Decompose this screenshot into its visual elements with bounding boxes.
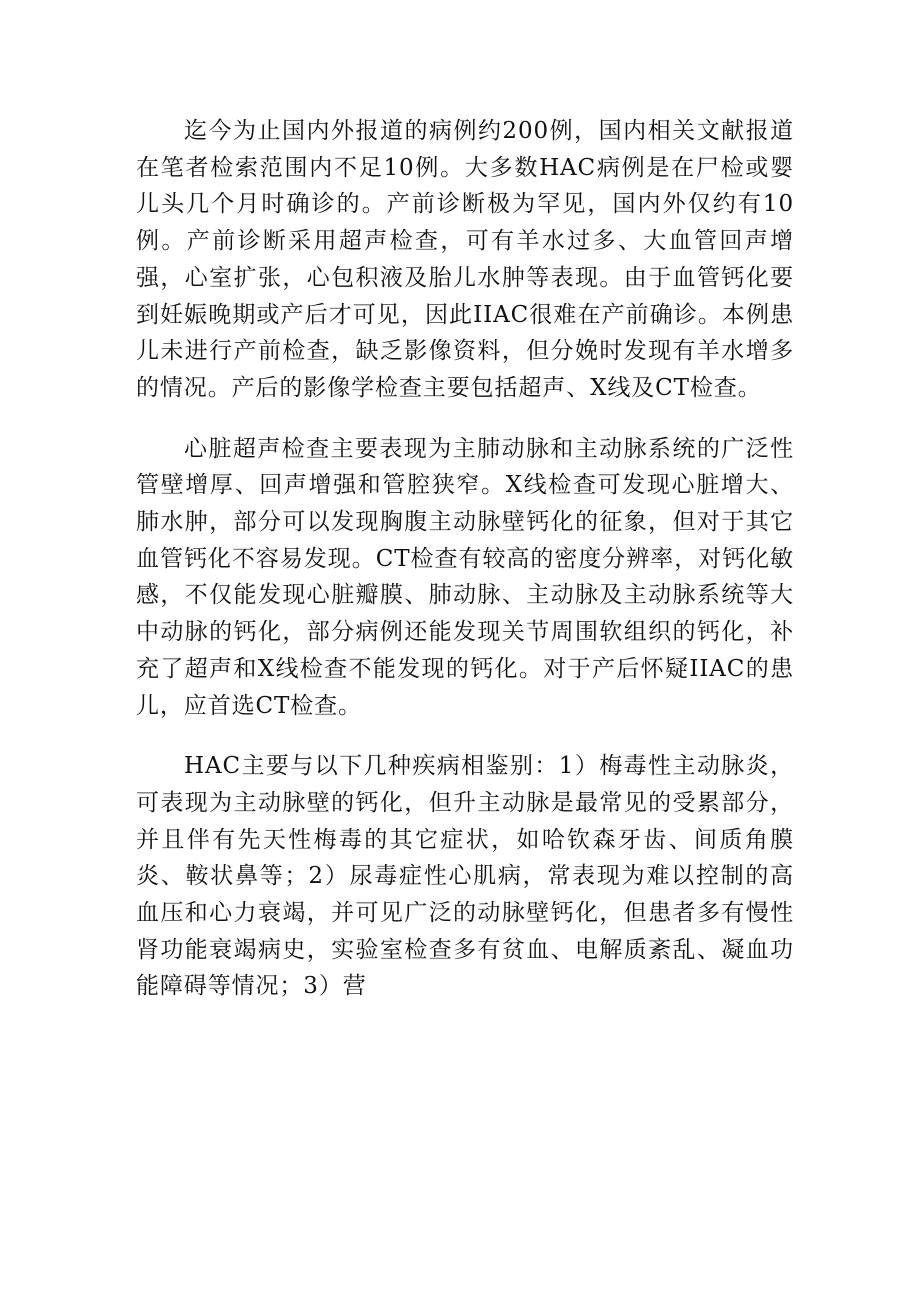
document-body <box>136 113 794 1029</box>
paragraph-case-reports-and-prenatal-diagnosis: 迄今为止国内外报道的病例约200例，国内相关文献报道在笔者检索范围内不足10例。大多数HAC病例是在尸检或婴儿头几个月时确诊的。产前诊断极为罕见，国内外仅约有10例。产前诊断采用超声检查，可有羊水过多、大血管回声增强，心室扩张，心包积液及胎儿水肿等表现。由于血管钙化要到妊娠晚期或产后才可见，因此IIAC很难在产前确诊。本例患儿未进行产前检查，缺乏影像资料，但分娩时发现有羊水增多的情况。产后的影像学检查主要包括超声、X线及CT检查。 <box>136 118 794 401</box>
paragraph-differential-diagnosis: HAC主要与以下几种疾病相鉴别：1）梅毒性主动脉炎，可表现为主动脉壁的钙化，但升主动脉是最常见的受累部分，并且伴有先天性梅毒的其它症状，如哈钦森牙齿、间质角膜炎、鞍状鼻等；2）尿毒症性心肌病，常表现为难以控制的高血压和心力衰竭，并可见广泛的动脉壁钙化，但患者多有慢性肾功能衰竭病史，实验室检查多有贫血、电解质紊乱、凝血功能障碍等情况；3）营 <box>136 753 794 1000</box>
paragraph-imaging-findings: 心脏超声检查主要表现为主肺动脉和主动脉系统的广泛性管壁增厚、回声增强和管腔狭窄。X线检查可发现心脏增大、肺水肿，部分可以发现胸腹主动脉壁钙化的征象，但对于其它血管钙化不容易发现。CT检查有较高的密度分辨率，对钙化敏感，不仅能发现心脏瓣膜、肺动脉、主动脉及主动脉系统等大中动脉的钙化，部分病例还能发现关节周围软组织的钙化，补充了超声和X线检查不能发现的钙化。对于产后怀疑IIAC的患儿，应首选CT检查。 <box>136 435 794 719</box>
